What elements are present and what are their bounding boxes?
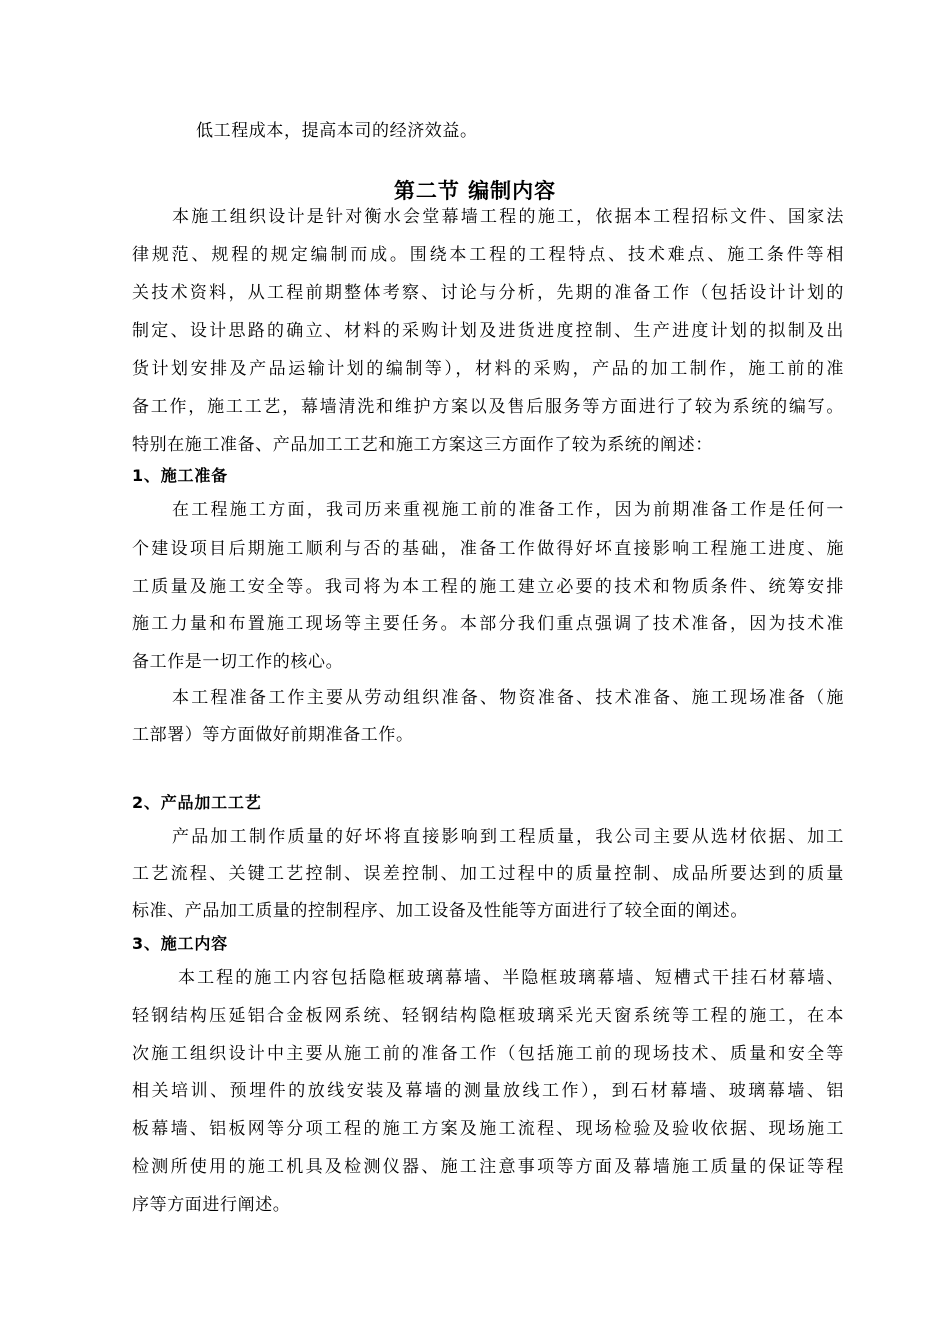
body-text-line: 在工程施工方面，我司历来重视施工前的准备工作，因为前期准备工作是任何一	[172, 500, 844, 520]
subsection-heading: 3、施工内容	[132, 934, 228, 953]
body-text-line: 本施工组织设计是针对衡水会堂幕墙工程的施工，依据本工程招标文件、国家法	[172, 207, 844, 227]
subsection-heading: 1、施工准备	[132, 466, 228, 485]
body-text-line: 板幕墙、铝板网等分项工程的施工方案及施工流程、现场检验及验收依据、现场施工	[132, 1119, 844, 1139]
body-text-line: 备工作，施工工艺，幕墙清洗和维护方案以及售后服务等方面进行了较为系统的编写。	[132, 397, 844, 417]
body-text-line: 货计划安排及产品运输计划的编制等），材料的采购，产品的加工制作，施工前的准	[132, 359, 844, 379]
body-text-line: 关技术资料，从工程前期整体考察、讨论与分析，先期的准备工作（包括设计计划的	[132, 283, 844, 303]
body-text-line: 轻钢结构压延铝合金板网系统、轻钢结构隐框玻璃采光天窗系统等工程的施工，在本	[132, 1006, 844, 1026]
body-text-line: 个建设项目后期施工顺利与否的基础，准备工作做得好坏直接影响工程施工进度、施	[132, 539, 844, 559]
body-text-line: 工部署）等方面做好前期准备工作。	[132, 725, 414, 745]
body-text-line: 制定、设计思路的确立、材料的采购计划及进货进度控制、生产进度计划的拟制及出	[132, 321, 844, 341]
body-text-line: 工质量及施工安全等。我司将为本工程的施工建立必要的技术和物质条件、统筹安排	[132, 577, 844, 597]
body-text-line: 产品加工制作质量的好坏将直接影响到工程质量，我公司主要从选材依据、加工	[172, 827, 844, 847]
body-text-line: 次施工组织设计中主要从施工前的准备工作（包括施工前的现场技术、质量和安全等	[132, 1044, 844, 1064]
body-text-line: 律规范、规程的规定编制而成。围绕本工程的工程特点、技术难点、施工条件等相	[132, 245, 844, 265]
body-text-line: 本工程的施工内容包括隐框玻璃幕墙、半隐框玻璃幕墙、短槽式干挂石材幕墙、	[178, 968, 844, 988]
body-text-line: 施工力量和布置施工现场等主要任务。本部分我们重点强调了技术准备，因为技术准	[132, 614, 844, 634]
body-text-line: 本工程准备工作主要从劳动组织准备、物资准备、技术准备、施工现场准备（施	[172, 688, 844, 708]
body-text-line: 相关培训、预埋件的放线安装及幕墙的测量放线工作），到石材幕墙、玻璃幕墙、铝	[132, 1081, 844, 1101]
body-text-line: 工艺流程、关键工艺控制、误差控制、加工过程中的质量控制、成品所要达到的质量	[132, 864, 844, 884]
body-text-line: 特别在施工准备、产品加工工艺和施工方案这三方面作了较为系统的阐述：	[132, 435, 713, 455]
body-text-line: 标准、产品加工质量的控制程序、加工设备及性能等方面进行了较全面的阐述。	[132, 901, 748, 921]
body-text-line: 低工程成本，提高本司的经济效益。	[196, 121, 478, 141]
subsection-heading: 2、产品加工工艺	[132, 793, 262, 812]
body-text-line: 序等方面进行阐述。	[132, 1195, 291, 1215]
body-text-line: 检测所使用的施工机具及检测仪器、施工注意事项等方面及幕墙施工质量的保证等程	[132, 1157, 844, 1177]
body-text-line: 备工作是一切工作的核心。	[132, 652, 344, 672]
section-title: 第二节 编制内容	[393, 179, 557, 203]
